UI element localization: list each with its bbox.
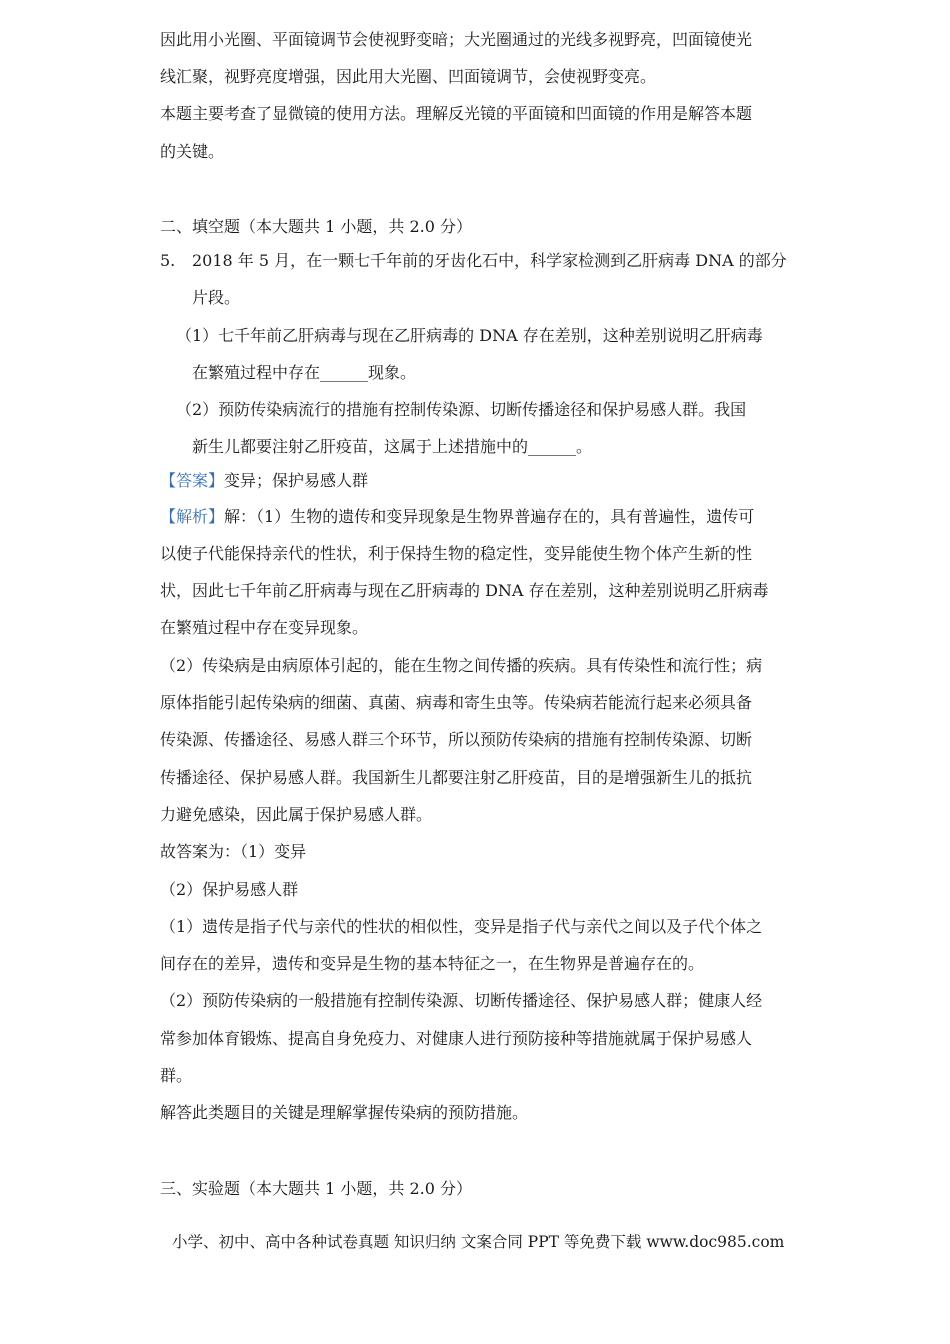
question-number: 5. (160, 251, 176, 270)
analysis-text-line: 以使子代能保持亲代的性状，利于保持生物的稳定性，变异能使生物个体产生新的性 (160, 544, 753, 563)
analysis-text-line: 力避免感染，因此属于保护易感人群。 (160, 805, 433, 824)
analysis-line (160, 507, 754, 527)
question-stem (160, 251, 787, 271)
answer-label: 【答案】 (160, 471, 225, 490)
answer-text: 变异；保护易感人群 (224, 471, 369, 490)
question-stem-line: 片段。 (192, 288, 241, 307)
question-stem-text: 2018 年 5 月，在一颗七千年前的牙齿化石中，科学家检测到乙肝病毒 DNA 的部分 (192, 251, 787, 270)
analysis-text-line: 状，因此七千年前乙肝病毒与现在乙肝病毒的 DNA 存在差别，这种差别说明乙肝病毒 (160, 581, 769, 600)
page-footer: 小学、初中、高中各种试卷真题 知识归纳 文案合同 PPT 等免费下载 www.doc985.com (172, 1233, 785, 1251)
analysis-text-line: 解答此类题目的关键是理解掌握传染病的预防措施。 (160, 1103, 529, 1122)
analysis-text-line: 在繁殖过程中存在变异现象。 (160, 618, 369, 637)
analysis-text-line: （2）预防传染病的一般措施有控制传染源、切断传播途径、保护易感人群；健康人经 (160, 991, 763, 1010)
section-heading: 三、实验题（本大题共 1 小题，共 2.0 分） (160, 1179, 472, 1198)
analysis-text-line: （1）遗传是指子代与亲代的性状的相似性，变异是指子代与亲代之间以及子代个体之 (160, 917, 763, 936)
question-part-2: （2）预防传染病流行的措施有控制传染源、切断传播途径和保护易感人群。我国 (176, 400, 747, 419)
section-heading: 二、填空题（本大题共 1 小题，共 2.0 分） (160, 217, 472, 236)
answer-line (160, 471, 368, 491)
analysis-label: 【解析】 (160, 507, 225, 526)
paragraph-line: 本题主要考查了显微镜的使用方法。理解反光镜的平面镜和凹面镜的作用是解答本题 (160, 104, 753, 123)
analysis-text-line: 常参加体育锻炼、提高自身免疫力、对健康人进行预防接种等措施就属于保护易感人 (160, 1029, 753, 1048)
analysis-text-line: （2）保护易感人群 (160, 880, 299, 899)
paragraph-line: 线汇聚，视野亮度增强，因此用大光圈、凹面镜调节，会使视野变亮。 (160, 67, 657, 86)
analysis-first-text: 解：（1）生物的遗传和变异现象是生物界普遍存在的，具有普遍性，遗传可 (224, 507, 755, 526)
question-part-1-line: 在繁殖过程中存在______现象。 (192, 363, 417, 382)
analysis-text-line: （2）传染病是由病原体引起的，能在生物之间传播的疾病。具有传染性和流行性；病 (160, 656, 763, 675)
question-part-2-line: 新生儿都要注射乙肝疫苗，这属于上述措施中的______。 (192, 437, 593, 456)
analysis-text-line: 群。 (160, 1066, 193, 1085)
paragraph-line: 因此用小光圈、平面镜调节会使视野变暗；大光圈通过的光线多视野亮，凹面镜使光 (160, 30, 753, 49)
analysis-text-line: 间存在的差异，遗传和变异是生物的基本特征之一，在生物界是普遍存在的。 (160, 954, 705, 973)
analysis-text-line: 传播途径、保护易感人群。我国新生儿都要注射乙肝疫苗，目的是增强新生儿的抵抗 (160, 768, 753, 787)
analysis-text-line: 原体指能引起传染病的细菌、真菌、病毒和寄生虫等。传染病若能流行起来必须具备 (160, 693, 753, 712)
analysis-text-line: 传染源、传播途径、易感人群三个环节，所以预防传染病的措施有控制传染源、切断 (160, 730, 753, 749)
paragraph-line: 的关键。 (160, 142, 225, 161)
analysis-text-line: 故答案为：（1）变异 (160, 842, 307, 861)
question-part-1: （1）七千年前乙肝病毒与现在乙肝病毒的 DNA 存在差别，这种差别说明乙肝病毒 (176, 326, 763, 345)
